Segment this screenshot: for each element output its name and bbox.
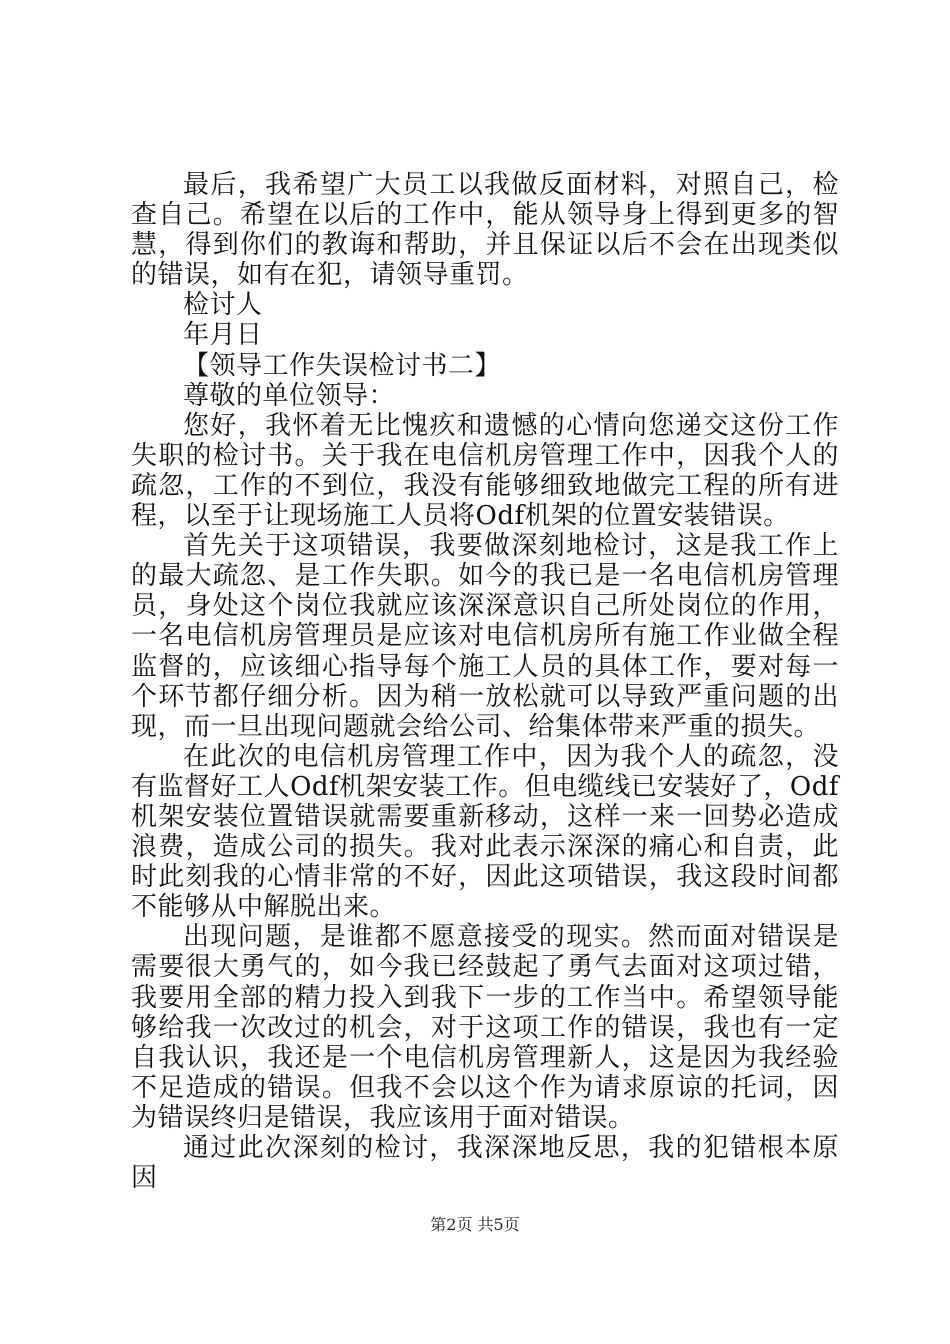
document-body bbox=[131, 170, 839, 1193]
paragraph-reflection: 首先关于这项错误，我要做深刻地检讨，这是我工作上的最大疏忽、是工作失职。如今的我已是一名电信机房管理员，身处这个岗位我就应该深深意识自己所处岗位的作用，一名电信机房管理员是应该对电信机房所有施工作业做全程监督的，应该细心指导每个施工人员的具体工作，要对每一个环节都仔细分析。因为稍一放松就可以导致严重问题的出现，而一旦出现问题就会给公司、给集体带来严重的损失。 bbox=[131, 531, 839, 742]
signature-date: 年月日 bbox=[183, 320, 263, 351]
signature-reviewer: 检讨人 bbox=[183, 290, 263, 321]
salutation: 尊敬的单位领导： bbox=[183, 380, 396, 411]
paragraph-greeting: 您好，我怀着无比愧疚和遗憾的心情向您递交这份工作失职的检讨书。关于我在电信机房管理工作中，因我个人的疏忽，工作的不到位，我没有能够细致地做完工程的所有进程，以至于让现场施工人员将Odf机架的位置安装错误。 bbox=[131, 410, 839, 532]
paragraph-conclusion: 通过此次深刻的检讨，我深深地反思，我的犯错根本原因 bbox=[131, 1133, 839, 1194]
paragraph-courage: 出现问题，是谁都不愿意接受的现实。然而面对错误是需要很大勇气的，如今我已经鼓起了勇气去面对这项过错，我要用全部的精力投入到我下一步的工作当中。希望领导能够给我一次改过的机会，对于这项工作的错误，我也有一定自我认识，我还是一个电信机房管理新人，这是因为我经验不足造成的错误。但我不会以这个作为请求原谅的托词，因为错误终归是错误，我应该用于面对错误。 bbox=[131, 922, 839, 1133]
paragraph-closing-hope: 最后，我希望广大员工以我做反面材料，对照自己，检查自己。希望在以后的工作中，能从领导身上得到更多的智慧，得到你们的教诲和帮助，并且保证以后不会在出现类似的错误，如有在犯，请领导重罚。 bbox=[131, 170, 839, 291]
section-heading: 【领导工作失误检讨书二】 bbox=[183, 350, 502, 381]
page-number-footer: 第2页 共5页 bbox=[430, 1215, 520, 1234]
paragraph-incident: 在此次的电信机房管理工作中，因为我个人的疏忽，没有监督好工人Odf机架安装工作。但电缆线已安装好了，Odf机架安装位置错误就需要重新移动，这样一来一回势必造成浪费，造成公司的损失。我对此表示深深的痛心和自责，此时此刻我的心情非常的不好，因此这项错误，我这段时间都不能够从中解脱出来。 bbox=[131, 741, 839, 923]
